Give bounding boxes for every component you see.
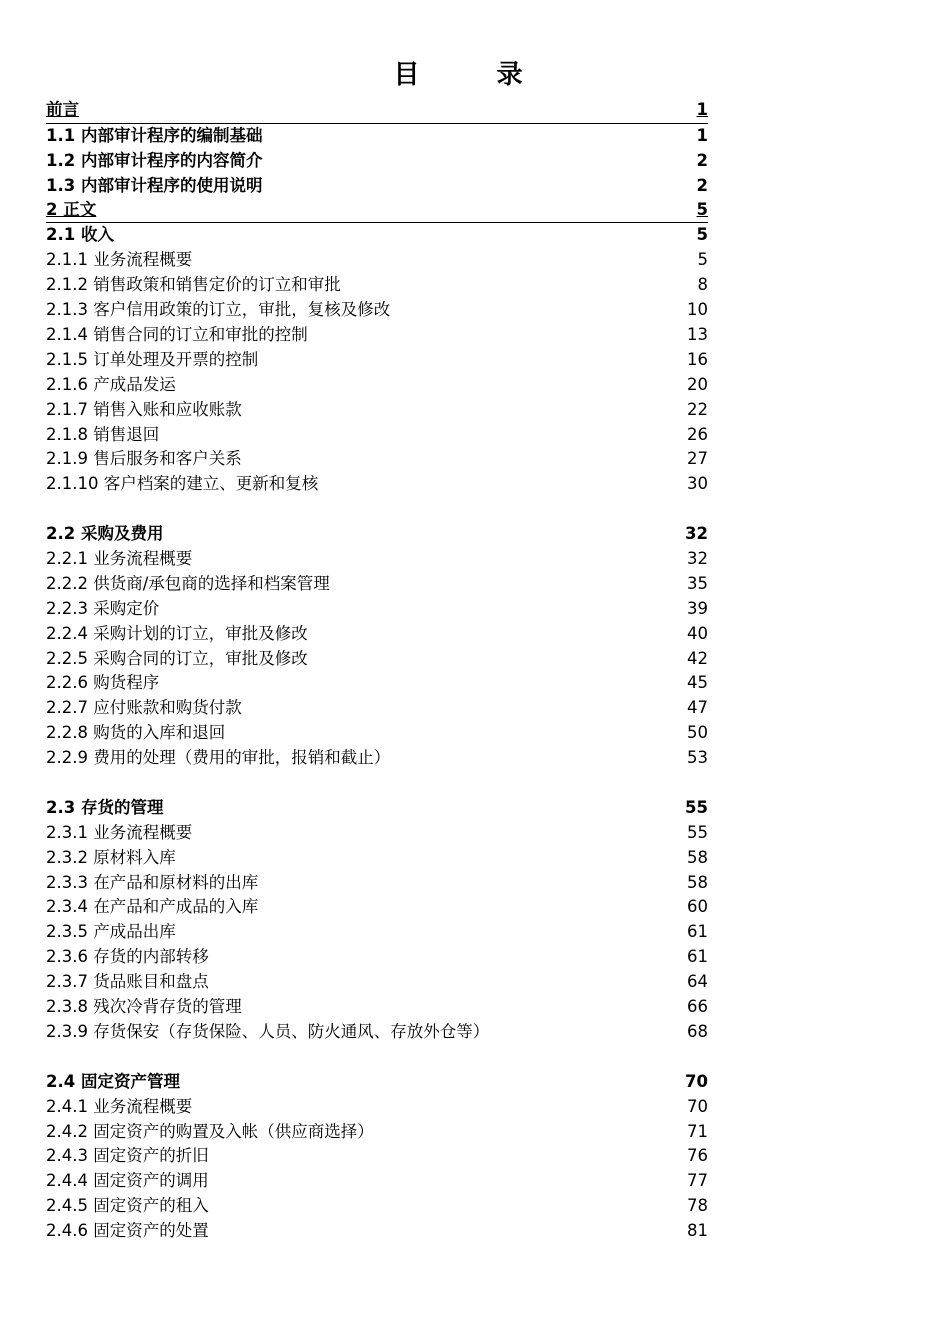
toc-entry-page-number: 50	[687, 723, 708, 743]
toc-entry-page-number: 68	[687, 1021, 708, 1041]
toc-spacer	[46, 771, 708, 796]
toc-entry-title: 1.3 内部审计程序的使用说明	[46, 175, 263, 195]
toc-entry-title: 2.3.6 存货的内部转移	[46, 947, 209, 967]
page-title: 目 录	[393, 60, 557, 90]
toc-entry[interactable]	[46, 1169, 708, 1194]
toc-entry-title: 1.1 内部审计程序的编制基础	[46, 125, 263, 145]
toc-entry-title: 2.1.5 订单处理及开票的控制	[46, 349, 259, 369]
toc-entry-page-number: 16	[687, 349, 708, 369]
toc-entry[interactable]	[46, 696, 708, 721]
toc-entry-title: 2.2.5 采购合同的订立，审批及修改	[46, 648, 308, 668]
toc-entry-title: 2.3.5 产成品出库	[46, 922, 176, 942]
toc-entry[interactable]	[46, 373, 708, 398]
toc-entry-title: 2.1.3 客户信用政策的订立，审批，复核及修改	[46, 300, 391, 320]
toc-entry-title: 2.3.4 在产品和产成品的入库	[46, 897, 259, 917]
toc-entry[interactable]	[46, 223, 708, 248]
toc-entry-title: 2.3 存货的管理	[46, 797, 164, 817]
toc-entry-page-number: 45	[687, 673, 708, 693]
toc-entry-page-number: 55	[687, 822, 708, 842]
toc-entry-title: 2.2.2 供货商/承包商的选择和档案管理	[46, 573, 330, 593]
toc-entry-page-number: 42	[687, 648, 708, 668]
toc-entry[interactable]	[46, 174, 708, 199]
toc-entry-page-number: 35	[687, 573, 708, 593]
toc-entry-title: 2.3.3 在产品和原材料的出库	[46, 872, 259, 892]
toc-entry-page-number: 13	[687, 325, 708, 344]
toc-entry[interactable]	[46, 472, 708, 497]
toc-entry-page-number: 2	[696, 175, 708, 195]
toc-entry-title: 2.2.1 业务流程概要	[46, 549, 193, 569]
toc-entry-page-number: 81	[687, 1221, 708, 1241]
toc-entry-title: 2.4.5 固定资产的租入	[46, 1196, 209, 1216]
toc-entry-page-number: 70	[685, 1071, 708, 1091]
toc-entry-page-number: 77	[687, 1171, 708, 1191]
toc-entry-page-number: 27	[687, 449, 708, 469]
toc-entry-title: 2.4.1 业务流程概要	[46, 1096, 193, 1116]
toc-entry-page-number: 66	[687, 997, 708, 1017]
toc-entry-title: 2.1.8 销售退回	[46, 424, 160, 444]
toc-entry-page-number: 58	[687, 872, 708, 892]
toc-entry-page-number: 78	[687, 1196, 708, 1216]
toc-entry[interactable]	[46, 447, 708, 472]
toc-entry-title: 2.1.7 销售入账和应收账款	[46, 399, 242, 419]
toc-spacer	[46, 497, 708, 522]
toc-entry-title: 2.4.3 固定资产的折旧	[46, 1146, 209, 1166]
toc-entry-title: 1.2 内部审计程序的内容简介	[46, 150, 263, 170]
toc-entry-page-number: 61	[687, 947, 708, 967]
toc-entry-title: 2.2.9 费用的处理（费用的审批，报销和截止）	[46, 748, 391, 768]
toc-entry-page-number: 39	[687, 598, 708, 618]
toc-entry-title: 2.4.2 固定资产的购置及入帐（供应商选择）	[46, 1121, 374, 1141]
toc-entry[interactable]	[46, 1194, 708, 1219]
toc-entry[interactable]	[46, 323, 708, 348]
toc-entry-title: 2.1.10 客户档案的建立、更新和复核	[46, 474, 319, 494]
toc-entry-title: 2.2.6 购货程序	[46, 673, 160, 693]
toc-entry[interactable]	[46, 721, 708, 746]
toc-entry[interactable]	[46, 298, 708, 323]
toc-entry[interactable]	[46, 846, 708, 871]
toc-entry-page-number: 8	[697, 275, 708, 295]
toc-entry-title: 2.2.7 应付账款和购货付款	[46, 698, 242, 718]
toc-entry-title: 2.3.1 业务流程概要	[46, 822, 193, 842]
toc-entry-title: 2.3.7 货品账目和盘点	[46, 972, 209, 992]
toc-entry-title: 2.1 收入	[46, 225, 114, 245]
toc-entry-page-number: 58	[687, 847, 708, 867]
toc-entry-page-number: 5	[696, 225, 708, 245]
toc-entry[interactable]	[46, 1219, 708, 1244]
toc-entry[interactable]	[46, 671, 708, 696]
toc-entry[interactable]	[46, 597, 708, 622]
toc-entry-page-number: 30	[687, 474, 708, 494]
toc-entry-page-number: 70	[687, 1096, 708, 1116]
toc-entry-title: 2.1.4 销售合同的订立和审批的控制	[46, 325, 308, 344]
toc-entry[interactable]	[46, 398, 708, 423]
toc-entry-title: 2.1.2 销售政策和销售定价的订立和审批	[46, 275, 341, 295]
toc-entry[interactable]	[46, 945, 708, 970]
toc-entry-title: 2.2.3 采购定价	[46, 598, 160, 618]
toc-entry-title: 2.4 固定资产管理	[46, 1071, 180, 1091]
toc-entry[interactable]	[46, 1120, 708, 1145]
toc-entry[interactable]	[46, 149, 708, 174]
toc-entry[interactable]	[46, 647, 708, 672]
toc-entry-title: 2.1.9 售后服务和客户关系	[46, 449, 242, 469]
toc-entry[interactable]	[46, 423, 708, 448]
toc-entry-title: 2.4.4 固定资产的调用	[46, 1171, 209, 1191]
toc-entry[interactable]	[46, 1070, 708, 1095]
toc-entry[interactable]	[46, 124, 708, 149]
toc-entry-title: 2.3.9 存货保安（存货保险、人员、防火通风、存放外仓等）	[46, 1021, 490, 1041]
toc-entry[interactable]	[46, 348, 708, 373]
toc-entry[interactable]	[46, 547, 708, 572]
toc-entry[interactable]	[46, 995, 708, 1020]
toc-entry-page-number: 32	[685, 524, 708, 544]
toc-entry-page-number: 1	[696, 99, 708, 119]
toc-entry-title: 2.4.6 固定资产的处置	[46, 1221, 209, 1241]
toc-entry[interactable]	[46, 821, 708, 846]
table-of-contents	[46, 99, 708, 1244]
toc-entry-title: 2 正文	[46, 199, 97, 219]
toc-entry-title: 前言	[46, 99, 79, 119]
toc-entry-page-number: 76	[687, 1146, 708, 1166]
toc-entry-title: 2.1.6 产成品发运	[46, 374, 176, 394]
toc-entry-title: 2.3.8 残次冷背存货的管理	[46, 997, 242, 1017]
toc-entry[interactable]	[46, 622, 708, 647]
toc-entry-page-number: 40	[687, 623, 708, 643]
toc-entry[interactable]	[46, 99, 708, 124]
toc-spacer	[46, 1045, 708, 1070]
toc-entry[interactable]	[46, 896, 708, 921]
toc-entry[interactable]	[46, 746, 708, 771]
toc-entry-page-number: 55	[685, 797, 708, 817]
toc-entry-page-number: 5	[697, 250, 708, 270]
toc-entry-page-number: 10	[687, 300, 708, 320]
toc-entry-page-number: 53	[687, 748, 708, 768]
toc-entry-page-number: 1	[696, 125, 708, 145]
toc-entry-page-number: 60	[687, 897, 708, 917]
toc-entry-page-number: 64	[687, 972, 708, 992]
toc-entry-title: 2.1.1 业务流程概要	[46, 250, 193, 270]
toc-entry-page-number: 71	[687, 1121, 708, 1141]
toc-entry[interactable]	[46, 1144, 708, 1169]
toc-entry[interactable]	[46, 1095, 708, 1120]
toc-entry[interactable]	[46, 199, 708, 224]
toc-entry[interactable]	[46, 871, 708, 896]
toc-entry-title: 2.2.4 采购计划的订立，审批及修改	[46, 623, 308, 643]
toc-entry-page-number: 26	[687, 424, 708, 444]
toc-entry[interactable]	[46, 970, 708, 995]
toc-entry[interactable]	[46, 1020, 708, 1045]
toc-entry-title: 2.3.2 原材料入库	[46, 847, 176, 867]
toc-entry-page-number: 5	[696, 199, 708, 219]
toc-entry[interactable]	[46, 920, 708, 945]
toc-entry-page-number: 47	[687, 698, 708, 718]
toc-entry-page-number: 61	[687, 922, 708, 942]
toc-entry-page-number: 22	[687, 399, 708, 419]
toc-entry[interactable]	[46, 522, 708, 547]
toc-entry-title: 2.2 采购及费用	[46, 524, 164, 544]
toc-entry-page-number: 20	[687, 374, 708, 394]
toc-entry-title: 2.2.8 购货的入库和退回	[46, 723, 226, 743]
toc-entry-page-number: 32	[687, 549, 708, 569]
toc-entry[interactable]	[46, 273, 708, 298]
toc-entry[interactable]	[46, 572, 708, 597]
toc-entry-page-number: 2	[696, 150, 708, 170]
toc-entry[interactable]	[46, 248, 708, 273]
toc-entry[interactable]	[46, 796, 708, 821]
